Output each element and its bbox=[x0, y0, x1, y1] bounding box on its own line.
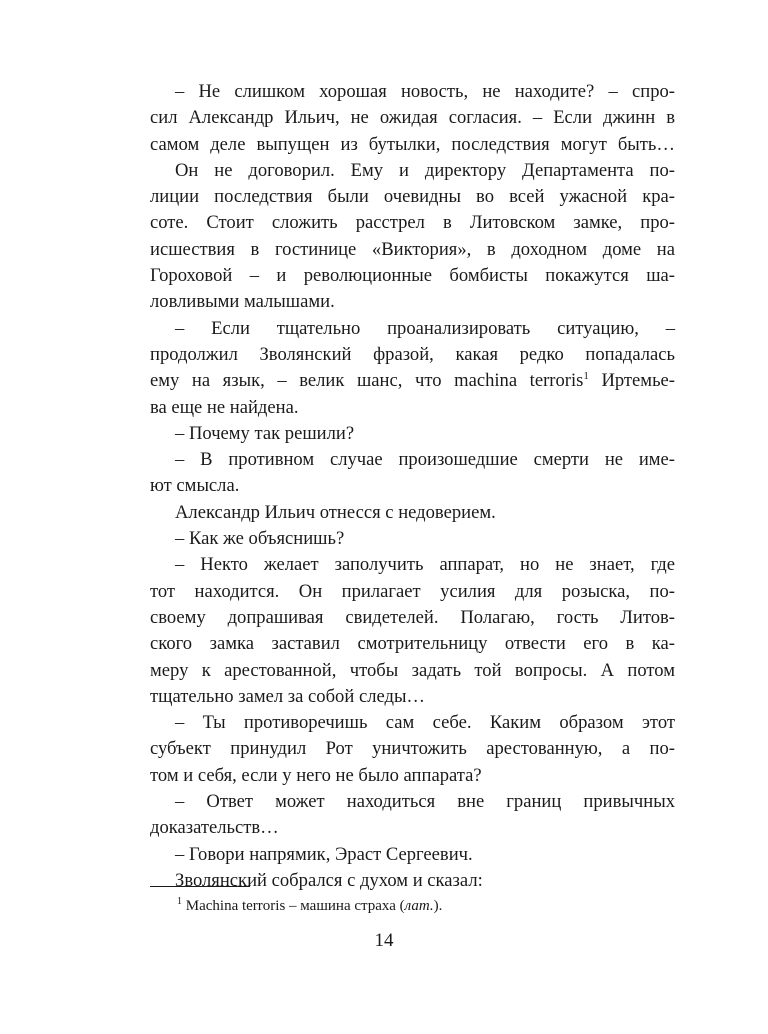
text-line bbox=[150, 368, 675, 394]
text-fragment: ему на язык, – велик шанс, что machina terroris bbox=[150, 370, 584, 392]
text-line: тщательно замел за собой следы… bbox=[150, 685, 426, 707]
text-line: лиции последствия были очевидны во всей ужасной кра- bbox=[150, 186, 675, 208]
text-line: меру к арестованной, чтобы задать той вопросы. А потом bbox=[150, 659, 675, 681]
footnote-number: 1 bbox=[177, 896, 182, 907]
text-line: – Почему так решили? bbox=[175, 422, 355, 444]
text-line: – В противном случае произошедшие смерти не име- bbox=[175, 449, 675, 471]
text-line: тот находится. Он прилагает усилия для розыска, по- bbox=[150, 580, 675, 602]
text-line: – Некто желает заполучить аппарат, но не знает, где bbox=[175, 554, 675, 576]
text-line: Гороховой – и революционные бомбисты покажутся ша- bbox=[150, 265, 675, 287]
text-line: ва еще не найдена. bbox=[150, 396, 299, 418]
text-line: продолжил Зволянский фразой, какая редко попадалась bbox=[150, 343, 675, 365]
main-text bbox=[150, 79, 675, 894]
text-line: ского замка заставил смотрительницу отвести его в ка- bbox=[150, 633, 675, 655]
text-line: доказательств… bbox=[150, 817, 279, 839]
text-line: Он не договорил. Ему и директору Департамента по- bbox=[175, 159, 675, 181]
text-line: – Говори напрямик, Эраст Сергеевич. bbox=[175, 843, 473, 865]
text-line: самом деле выпущен из бутылки, последствия могут быть… bbox=[150, 133, 675, 155]
footnote-divider bbox=[150, 886, 250, 887]
text-line: – Ответ может находиться вне границ привычных bbox=[175, 791, 675, 813]
text-line: том и себя, если у него не было аппарата? bbox=[150, 764, 482, 786]
text-line: – Если тщательно проанализировать ситуацию, – bbox=[175, 317, 675, 339]
footnote-reference[interactable]: 1 bbox=[583, 370, 589, 383]
text-line: соте. Стоит сложить расстрел в Литовском замке, про- bbox=[150, 212, 675, 234]
text-line: – Не слишком хорошая новость, не находите? – спро- bbox=[175, 81, 675, 102]
text-line: исшествия в гостинице «Виктория», в доходном доме на bbox=[150, 238, 675, 260]
page-number: 14 bbox=[374, 930, 394, 951]
footnote-text: Machina terroris – машина страха ( bbox=[182, 898, 405, 914]
footnote-closing: ). bbox=[433, 898, 443, 914]
footnote bbox=[177, 894, 442, 918]
text-line: субъект принудил Рот уничтожить арестованную, а по- bbox=[150, 738, 675, 760]
text-line: ют смысла. bbox=[150, 475, 240, 497]
text-line: Зволянский собрался с духом и сказал: bbox=[175, 869, 483, 891]
text-line: – Как же объяснишь? bbox=[175, 528, 345, 550]
text-fragment: Иртемье- bbox=[588, 370, 675, 392]
text-line: Александр Ильич отнесся с недоверием. bbox=[175, 501, 496, 523]
text-line: сил Александр Ильич, не ожидая согласия. – Если джинн в bbox=[150, 107, 675, 129]
text-line: – Ты противоречишь сам себе. Каким образом этот bbox=[175, 712, 675, 734]
footnote-italic: лат. bbox=[404, 898, 434, 914]
text-line: ловливыми малышами. bbox=[150, 291, 335, 313]
text-line: своему допрашивая свидетелей. Полагаю, гость Литов- bbox=[150, 606, 675, 628]
